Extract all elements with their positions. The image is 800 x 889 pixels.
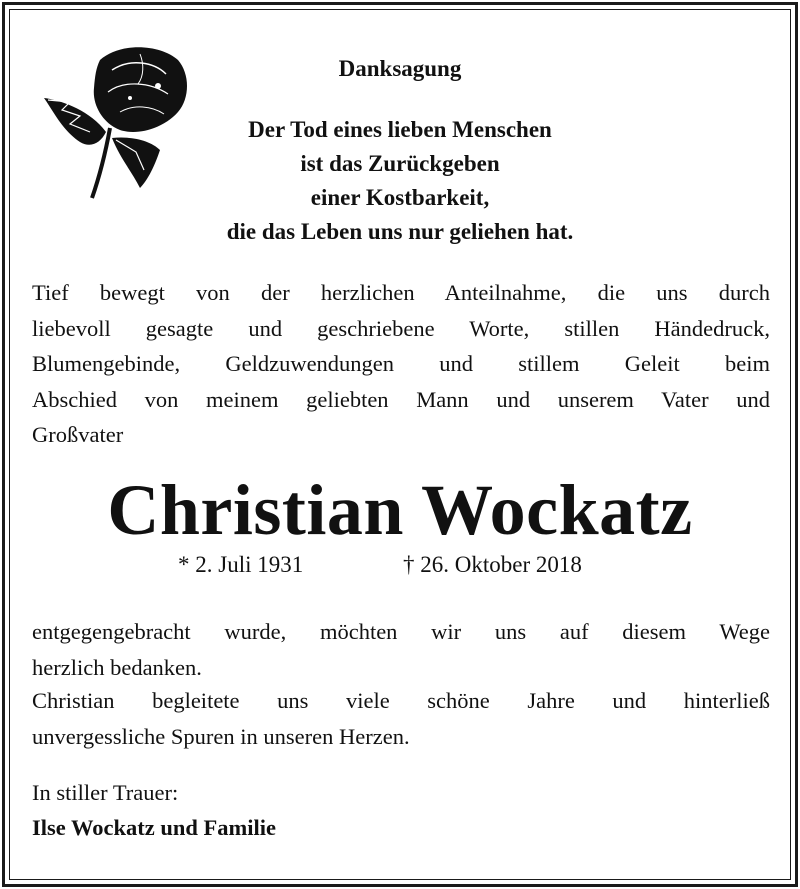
- poem-line: ist das Zurückgeben: [300, 151, 500, 176]
- text-line: entgegengebracht wurde, möchten wir uns auf diesem Wege: [32, 619, 770, 644]
- page-title: Danksagung: [338, 56, 462, 81]
- thanks-paragraph: [32, 275, 770, 453]
- text-line: Blumengebinde, Geldzuwendungen und stillem Geleit beim: [32, 351, 770, 376]
- poem-line: Der Tod eines lieben Menschen: [248, 117, 552, 142]
- text-line: unvergessliche Spuren in unseren Herzen.: [32, 723, 410, 749]
- poem: [0, 113, 800, 249]
- text-line: Abschied von meinem geliebten Mann und unserem Vater und: [32, 386, 770, 412]
- text-line: Christian begleitete uns viele schöne Jahre und hinterließ: [32, 688, 770, 713]
- birth-date: * 2. Juli 1931: [178, 552, 304, 577]
- closing-line: In stiller Trauer:: [32, 780, 179, 805]
- death-date: † 26. Oktober 2018: [403, 552, 582, 577]
- text-line: herzlich bedanken.: [32, 654, 202, 680]
- thanks-continuation: [32, 614, 770, 685]
- poem-line: einer Kostbarkeit,: [310, 185, 490, 210]
- family-signature: Ilse Wockatz und Familie: [32, 815, 276, 840]
- memory-paragraph: [32, 683, 770, 754]
- poem-line: die das Leben uns nur geliehen hat.: [226, 219, 574, 244]
- closing: [32, 775, 276, 845]
- text-line: liebevoll gesagte und geschriebene Worte, stillen Händedruck,: [32, 315, 770, 341]
- text-line: Tief bewegt von der herzlichen Anteilnahme, die uns durch: [32, 280, 770, 305]
- deceased-name: Christian Wockatz: [107, 470, 693, 550]
- text-line: Großvater: [32, 422, 124, 447]
